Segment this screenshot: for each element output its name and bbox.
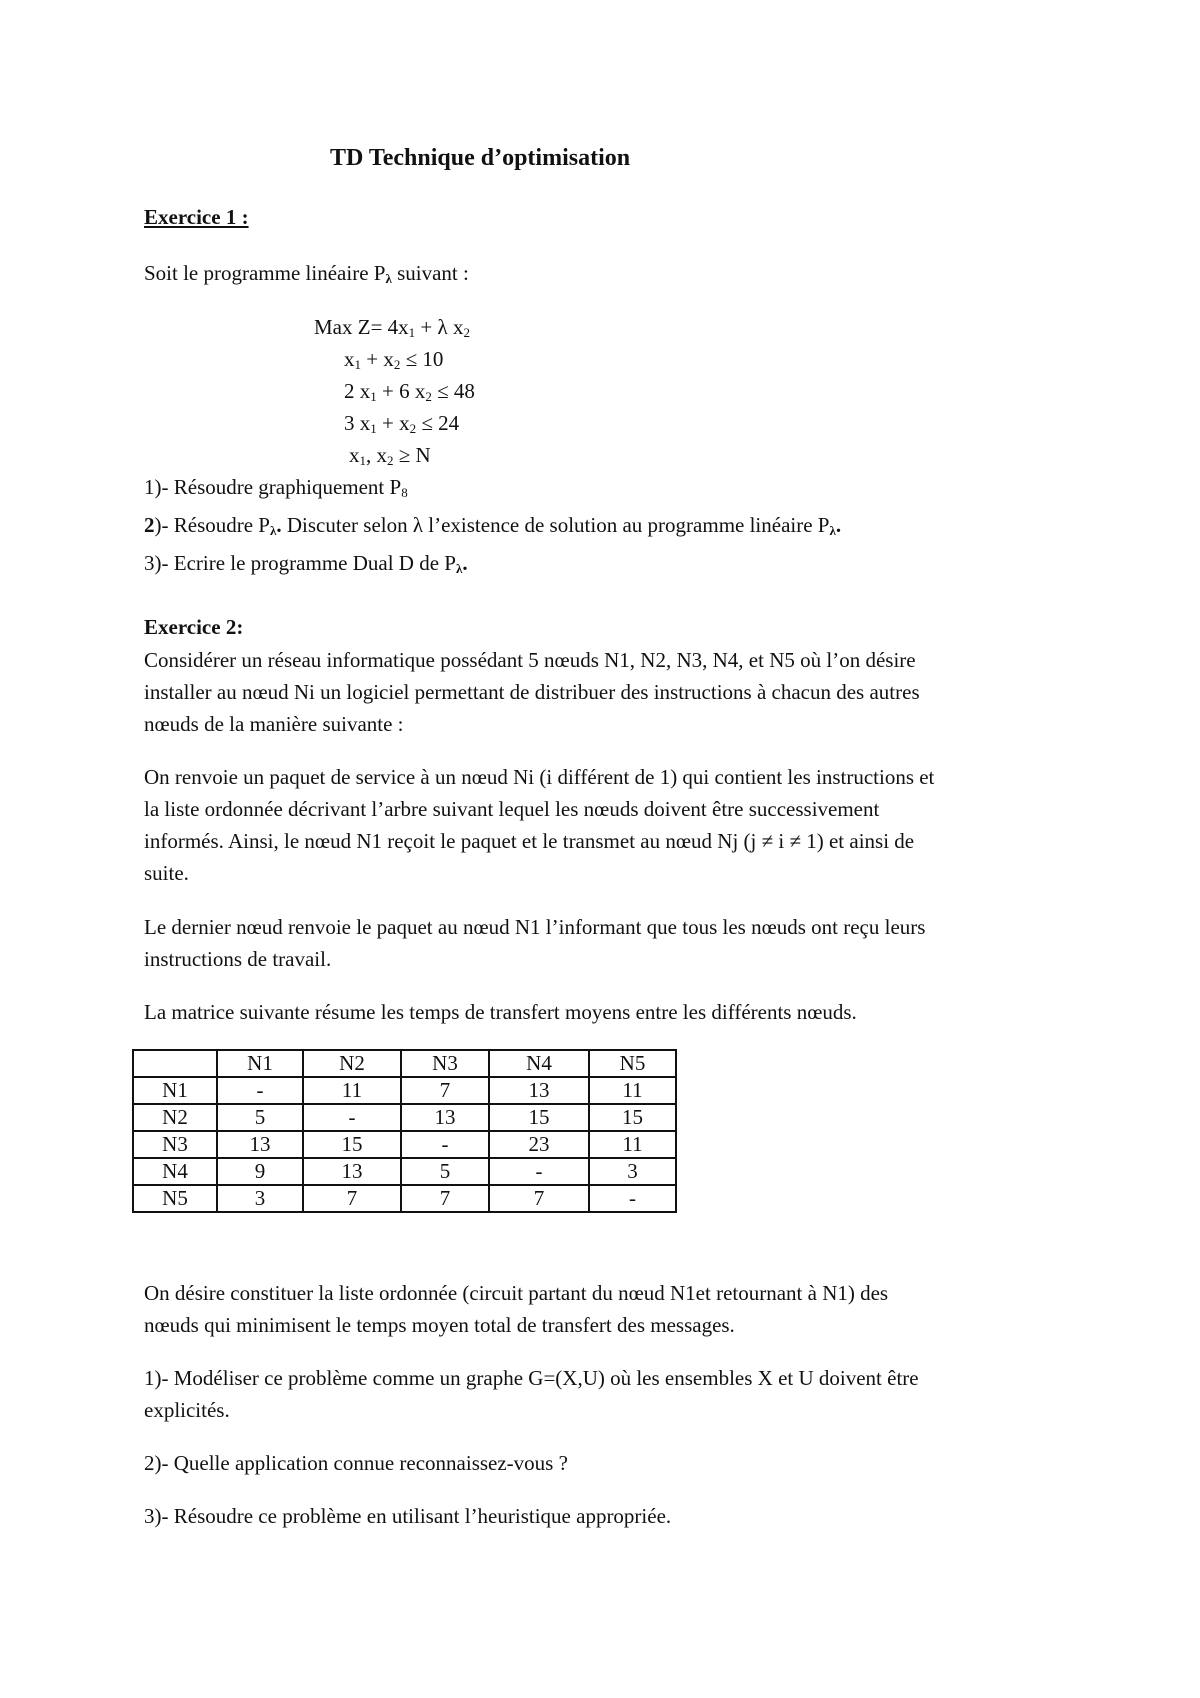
table-cell: 15 — [489, 1104, 589, 1131]
ex2-question-2: 2)- Quelle application connue reconnaissez-vous ? — [144, 1451, 568, 1475]
table-cell: 15 — [589, 1104, 676, 1131]
ex2-question-1-line-2: explicités. — [144, 1398, 230, 1422]
ex1-intro: Soit le programme linéaire $P_\lambda$ suivant : — [144, 261, 469, 286]
table-row-label: N5 — [133, 1185, 217, 1212]
table-cell: - — [303, 1104, 401, 1131]
ex2-paragraph-3-line-2: instructions de travail. — [144, 947, 332, 971]
table-cell: 7 — [303, 1185, 401, 1212]
table-row-label: N1 — [133, 1077, 217, 1104]
table-cell: - — [401, 1131, 489, 1158]
transfer-time-matrix — [132, 1049, 677, 1213]
ex1-question-2: 2)- Résoudre $P_\lambda$. Discuter selon λ l’existence de solution au programme linéaire $P_\lambda$. — [144, 513, 842, 538]
table-row — [133, 1077, 676, 1104]
table-header-cell: N4 — [489, 1050, 589, 1077]
constraint-4: $x_1$, $x_2 \ge N$ — [349, 443, 431, 468]
table-cell: 13 — [489, 1077, 589, 1104]
table-cell: 23 — [489, 1131, 589, 1158]
table-cell: 11 — [303, 1077, 401, 1104]
table-corner-cell — [133, 1050, 217, 1077]
ex2-paragraph-5-line-1: On désire constituer la liste ordonnée (circuit partant du nœud N1et retournant à N1) des — [144, 1281, 889, 1305]
ex2-paragraph-1-line-3: nœuds de la manière suivante : — [144, 712, 404, 736]
table-header-cell: N2 — [303, 1050, 401, 1077]
table-cell: - — [489, 1158, 589, 1185]
table-row — [133, 1131, 676, 1158]
table-cell: 7 — [401, 1077, 489, 1104]
table-cell: - — [217, 1077, 303, 1104]
constraint-1: $x_1 + x_2 \le 10$ — [344, 347, 444, 372]
ex1-question-1: 1)- Résoudre graphiquement $P_8$ — [144, 475, 408, 500]
constraint-3: 3 $x_1 + x_2 \le 24$ — [344, 411, 460, 436]
ex2-paragraph-2-line-2: la liste ordonnée décrivant l’arbre suivant lequel les nœuds doivent être successivement — [144, 797, 880, 821]
table-header-cell: N5 — [589, 1050, 676, 1077]
table-header-row — [133, 1050, 676, 1077]
ex2-question-3: 3)- Résoudre ce problème en utilisant l’heuristique appropriée. — [144, 1504, 672, 1528]
table-cell: 13 — [217, 1131, 303, 1158]
table-row-label: N2 — [133, 1104, 217, 1131]
ex2-paragraph-4: La matrice suivante résume les temps de transfert moyens entre les différents nœuds. — [144, 1000, 857, 1024]
table-cell: 9 — [217, 1158, 303, 1185]
ex2-question-1-line-1: 1)- Modéliser ce problème comme un graphe G=(X,U) où les ensembles X et U doivent être — [144, 1366, 919, 1390]
table-cell: 7 — [489, 1185, 589, 1212]
ex1-question-3: 3)- Ecrire le programme Dual D de $P_\lambda$. — [144, 551, 468, 576]
ex2-paragraph-2-line-4: suite. — [144, 861, 189, 885]
table-cell: 11 — [589, 1077, 676, 1104]
ex2-paragraph-1-line-1: Considérer un réseau informatique possédant 5 nœuds N1, N2, N3, N4, et N5 où l’on désire — [144, 648, 916, 672]
table-cell: 15 — [303, 1131, 401, 1158]
table-cell: 3 — [217, 1185, 303, 1212]
table-cell: 13 — [401, 1104, 489, 1131]
table-cell: 7 — [401, 1185, 489, 1212]
ex2-paragraph-2-line-3: informés. Ainsi, le nœud N1 reçoit le paquet et le transmet au nœud Nj (j ≠ i ≠ 1) et ainsi de — [144, 829, 915, 853]
objective-function: Max $Z= 4x_1 + \lambda$ $x_2$ — [314, 315, 470, 340]
constraint-2: 2 $x_1 + 6$ $x_2 \le 48$ — [344, 379, 475, 404]
table-row-label: N4 — [133, 1158, 217, 1185]
table-cell: 11 — [589, 1131, 676, 1158]
page-title: TD Technique d’optimisation — [330, 145, 631, 171]
table-header-cell: N3 — [401, 1050, 489, 1077]
ex2-paragraph-1-line-2: installer au nœud Ni un logiciel permettant de distribuer des instructions à chacun des autres — [144, 680, 920, 704]
table-cell: 5 — [217, 1104, 303, 1131]
table-cell: - — [589, 1185, 676, 1212]
ex2-paragraph-3-line-1: Le dernier nœud renvoie le paquet au nœud N1 l’informant que tous les nœuds ont reçu leurs — [144, 915, 926, 939]
ex2-paragraph-2-line-1: On renvoie un paquet de service à un nœud Ni (i différent de 1) qui contient les instructions et — [144, 765, 935, 789]
table-cell: 13 — [303, 1158, 401, 1185]
table-cell: 5 — [401, 1158, 489, 1185]
table-header-cell: N1 — [217, 1050, 303, 1077]
table-cell: 3 — [589, 1158, 676, 1185]
table-row — [133, 1185, 676, 1212]
table-row — [133, 1104, 676, 1131]
ex1-heading: Exercice 1 : — [144, 205, 249, 229]
table-row-label: N3 — [133, 1131, 217, 1158]
table-row — [133, 1158, 676, 1185]
ex2-paragraph-5-line-2: nœuds qui minimisent le temps moyen total de transfert des messages. — [144, 1313, 735, 1337]
ex2-heading: Exercice 2: — [144, 615, 244, 639]
